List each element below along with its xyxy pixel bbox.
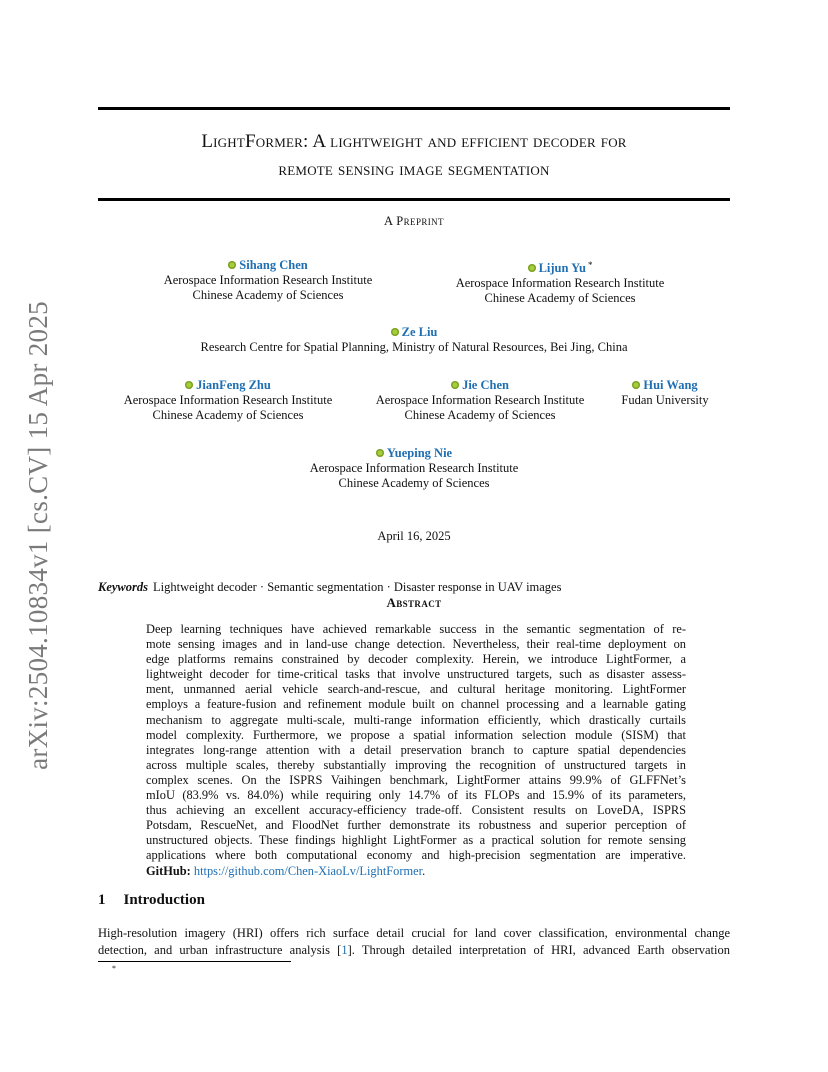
orcid-icon[interactable]: [228, 261, 236, 269]
author-name[interactable]: Yueping Nie: [386, 446, 453, 460]
section-title: Introduction: [123, 892, 205, 908]
author-name[interactable]: Ze Liu: [401, 325, 438, 339]
author-name[interactable]: Sihang Chen: [239, 258, 308, 272]
orcid-icon[interactable]: [528, 264, 536, 272]
citation-link[interactable]: 1: [341, 943, 348, 957]
abstract-line: complex scenes. On the ISPRS Vaihingen benchmark, LightFormer attains 99.9% of GLFFNet’s: [146, 772, 686, 787]
github-line: [146, 864, 686, 879]
orcid-icon[interactable]: [451, 381, 459, 389]
author-affiliation: Chinese Academy of Sciences: [192, 288, 344, 302]
author-block: [360, 378, 600, 423]
author-name[interactable]: Lijun Yu: [538, 261, 586, 275]
github-line-end: .: [422, 863, 426, 878]
footnote-marker: *: [112, 964, 116, 973]
author-affiliation: Research Centre for Spatial Planning, Ministry of Natural Resources, Bei Jing, China: [200, 340, 628, 354]
author-name[interactable]: Hui Wang: [643, 378, 698, 392]
orcid-icon[interactable]: [376, 449, 384, 457]
abstract-line: thus achieving an excellent accuracy-efficiency trade-off. Consistent results on LoveDA, ISPRS: [146, 803, 686, 818]
abstract-line: across multiple scales, thereby substantially improving the recognition of unstructured targets in: [146, 757, 686, 772]
author-affiliation: Aerospace Information Research Institute: [455, 276, 665, 290]
section-number: 1: [98, 892, 106, 908]
github-link[interactable]: https://github.com/Chen-XiaoLv/LightFormer: [193, 863, 423, 878]
abstract-line: lightweight decoder for time-critical tasks that involve unstructured targets, such as disaster assess-: [146, 667, 686, 682]
preprint-label: A Preprint: [384, 214, 444, 228]
author-affiliation: Chinese Academy of Sciences: [404, 408, 556, 422]
title-line-1: LightFormer: A lightweight and efficient decoder for: [201, 131, 627, 152]
abstract-line: applications where both computational economy and high-precision segmentation are imperative.: [146, 848, 686, 863]
section-heading: [98, 892, 205, 909]
keywords: [98, 580, 730, 595]
author-affiliation: Aerospace Information Research Institute: [163, 273, 373, 287]
title-rule-bottom: [98, 198, 730, 201]
arxiv-identifier: arXiv:2504.10834v1 [cs.CV] 15 Apr 2025: [22, 300, 53, 770]
author-affiliation: Aerospace Information Research Institute: [309, 461, 519, 475]
abstract-line: unstructured objects. These findings highlight LightFormer as a practical solution for remote sensing: [146, 833, 686, 848]
author-affiliation: Aerospace Information Research Institute: [123, 393, 333, 407]
publication-date: April 16, 2025: [377, 529, 451, 543]
paper-title: [98, 128, 730, 184]
intro-line: High-resolution imagery (HRI) offers rich surface detail crucial for land cover classification, environmental change: [98, 926, 730, 940]
abstract-line: model complexity. Furthermore, we propose a spatial information selection module (SISM) that: [146, 727, 686, 742]
author-block: [98, 325, 730, 355]
author-block: [108, 378, 348, 423]
abstract-line: integrates long-range attention with a detail preservation branch to capture spatial dependencies: [146, 742, 686, 757]
keywords-text: Lightweight decoder · Semantic segmentation · Disaster response in UAV images: [153, 580, 562, 594]
orcid-icon[interactable]: [391, 328, 399, 336]
github-label: GitHub:: [146, 863, 191, 878]
abstract-line: mechanism to aggregate multi-scale, multi-range information efficiently, which drastically curtails: [146, 712, 686, 727]
title-rule-top: [98, 107, 730, 110]
intro-text: ]. Through detailed interpretation of HRI, advanced Earth observation: [347, 943, 730, 957]
title-line-2: remote sensing image segmentation: [278, 159, 550, 180]
author-affiliation: Chinese Academy of Sciences: [152, 408, 304, 422]
abstract-line: edge platforms remains constrained by decoder complexity. Herein, we introduce LightFormer, a: [146, 652, 686, 667]
introduction-paragraph: [98, 925, 730, 959]
abstract-heading: Abstract: [386, 595, 442, 610]
author-name[interactable]: Jie Chen: [462, 378, 509, 392]
abstract-line: Potsdam, RescueNet, and FloodNet further demonstrate its robustness and superior perception of: [146, 818, 686, 833]
author-affiliation: Fudan University: [621, 393, 709, 407]
author-block: [440, 258, 680, 306]
footnote-rule: [98, 961, 291, 962]
author-block: [98, 446, 730, 491]
keywords-label: Keywords: [98, 580, 148, 594]
author-block: [148, 258, 388, 303]
abstract-line: ment, unmanned aerial vehicle search-and-rescue, and cultural heritage monitoring. LightFormer: [146, 682, 686, 697]
abstract-line: mote sensing images and in land-use change detection. Nevertheless, their real-time deployment on: [146, 637, 686, 652]
author-block: [600, 378, 730, 408]
abstract-body: [146, 622, 686, 879]
intro-line: [98, 942, 730, 959]
author-affiliation: Aerospace Information Research Institute: [375, 393, 585, 407]
corresponding-author-marker[interactable]: *: [587, 260, 593, 270]
intro-text: detection, and urban infrastructure analysis [: [98, 943, 342, 957]
abstract-line: Deep learning techniques have achieved remarkable success in the semantic segmentation of re-: [146, 622, 686, 636]
author-affiliation: Chinese Academy of Sciences: [338, 476, 490, 490]
abstract-line: mIoU (83.9% vs. 84.0%) while requiring only 14.7% of its FLOPs and 15.9% of its parameters,: [146, 788, 686, 803]
author-affiliation: Chinese Academy of Sciences: [484, 291, 636, 305]
arxiv-sidebar: [16, 300, 60, 770]
orcid-icon[interactable]: [185, 381, 193, 389]
author-name[interactable]: JianFeng Zhu: [196, 378, 271, 392]
orcid-icon[interactable]: [632, 381, 640, 389]
abstract-line: employs a feature-fusion and refinement module built on channel processing and a learnable gating: [146, 697, 686, 712]
